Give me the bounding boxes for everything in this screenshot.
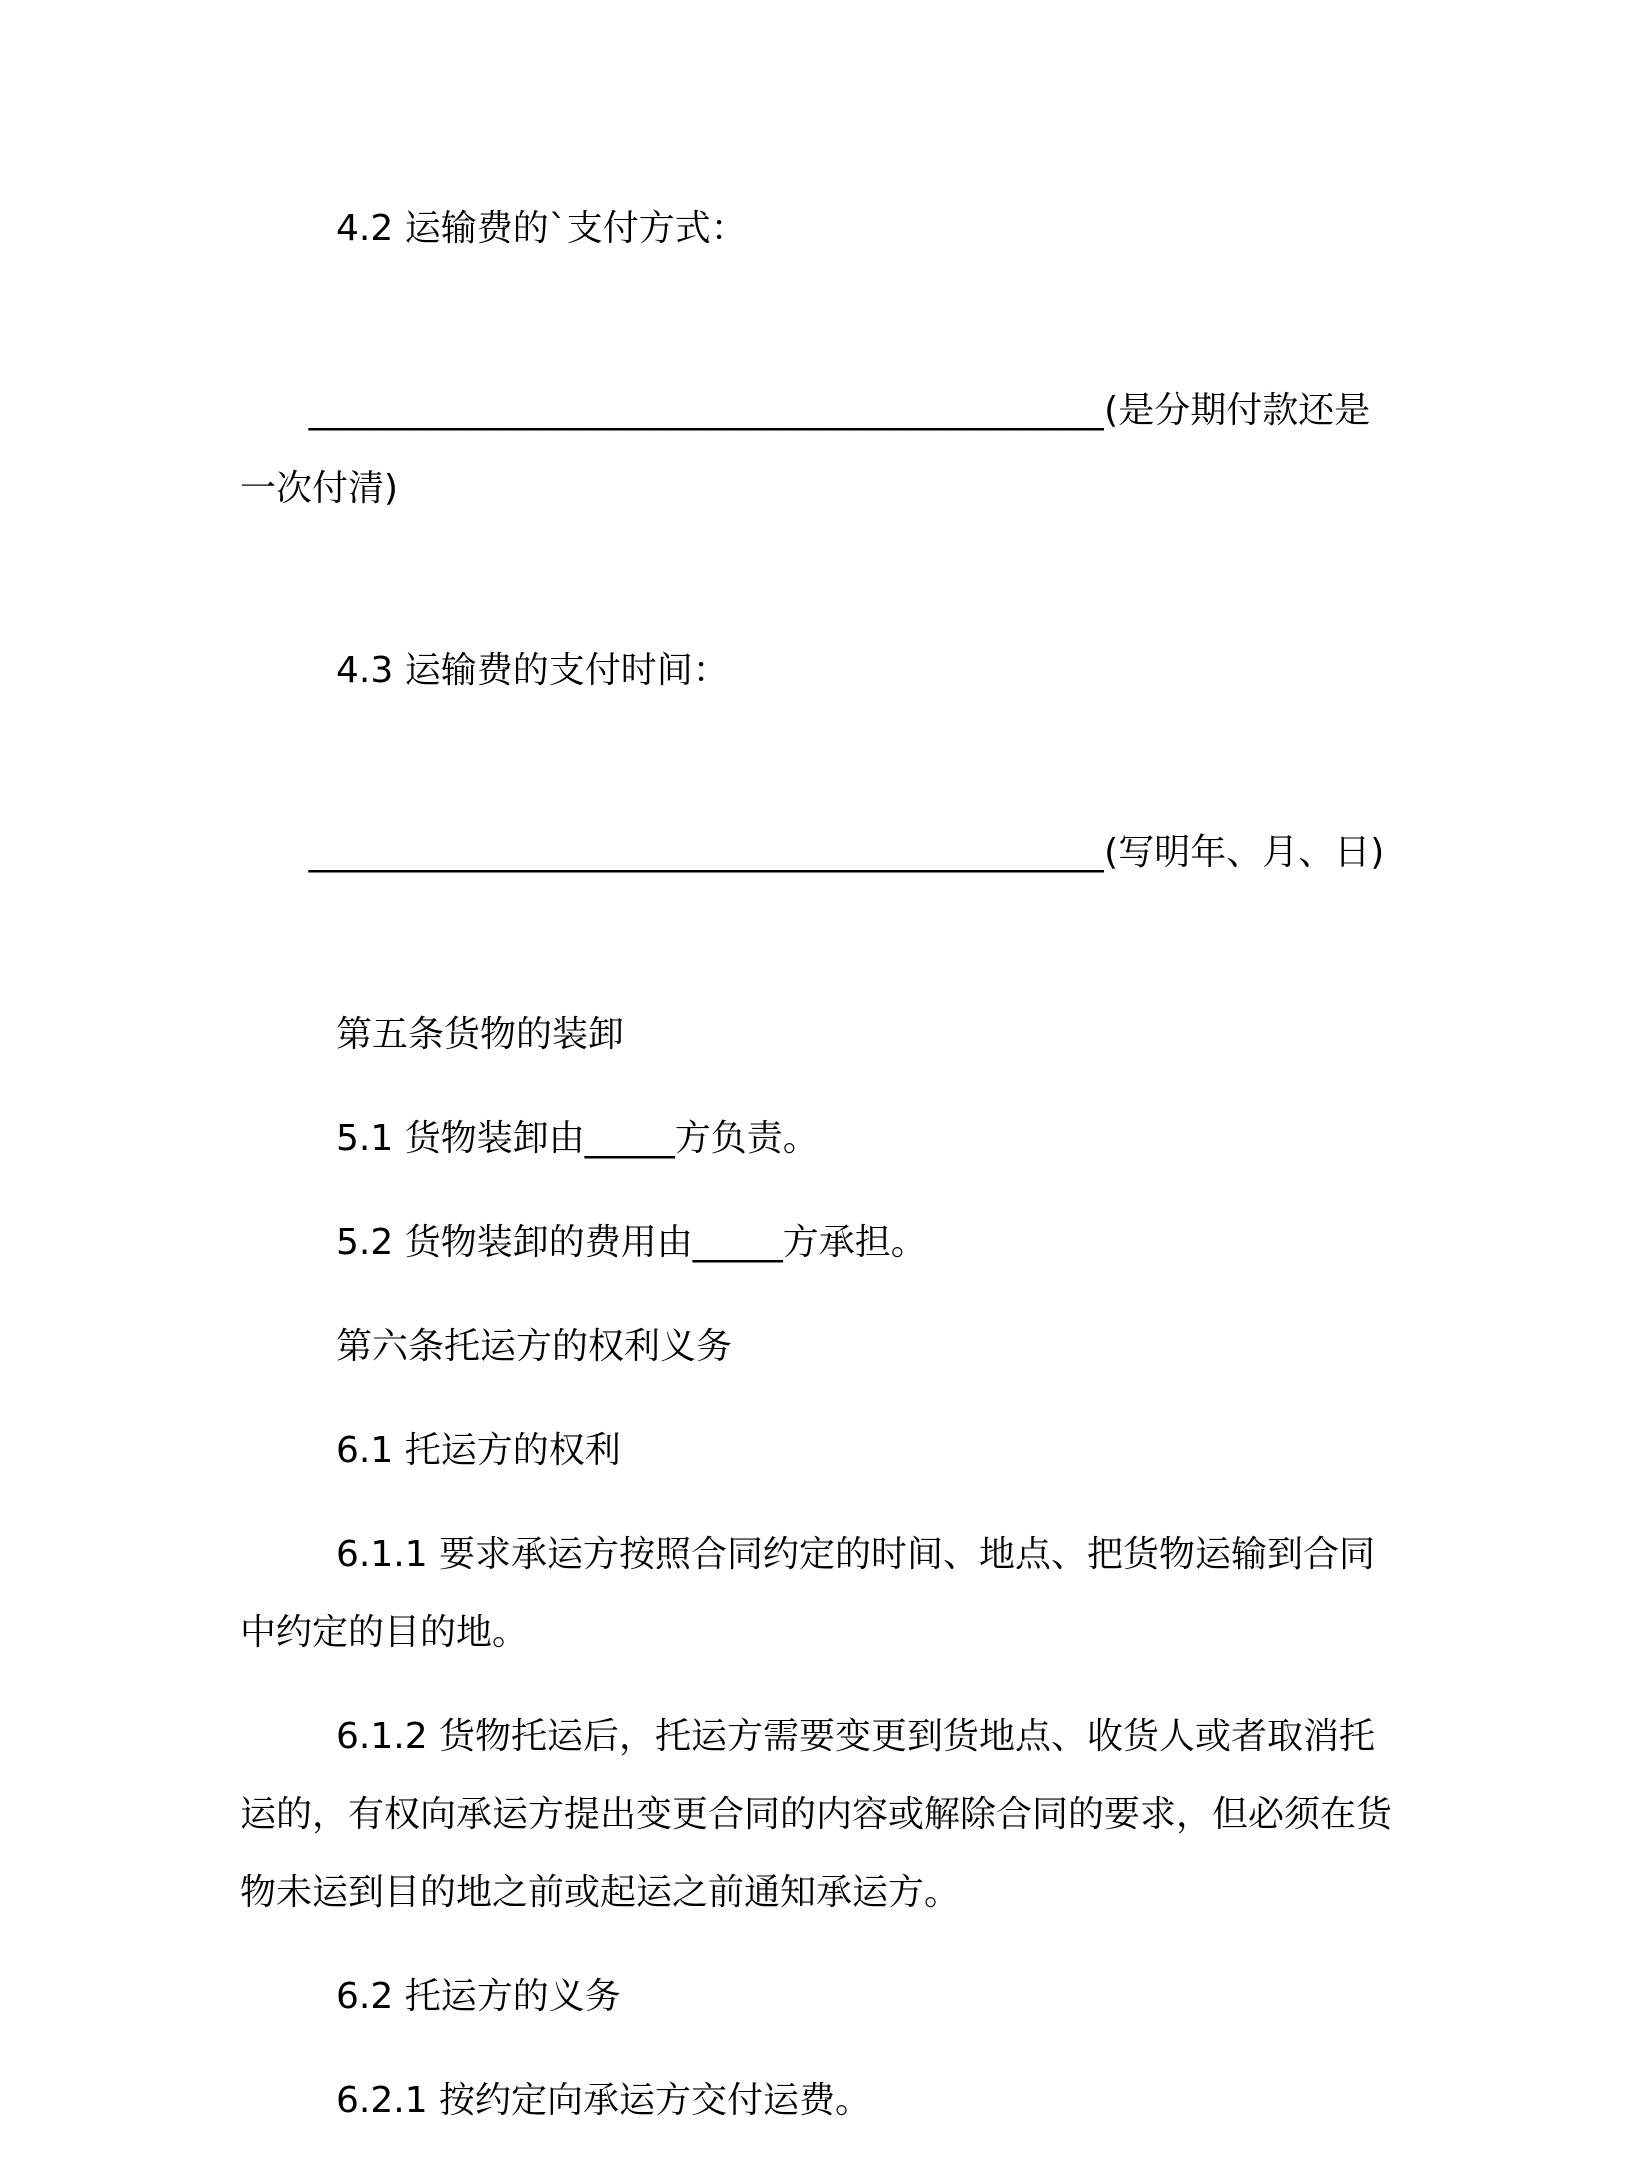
article-5-heading: 第五条货物的装卸 — [336, 1014, 625, 1055]
article-6-heading: 第六条托运方的权利义务 — [336, 1326, 733, 1367]
clause-6-2-1: 6.2.1 按约定向承运方交付运费。 — [336, 2080, 872, 2121]
fill-blank: ___________________________________________ — [308, 832, 1105, 873]
clause-5-2: 5.2 货物装卸的费用由_____方承担。 — [336, 1222, 927, 1263]
clause-4-2-fill-line — [240, 294, 1392, 606]
clause-6-1-2: 6.1.2 货物托运后，托运方需要变更到货地点、收货人或者取消托运的，有权向承运方提出变更合同的内容或解除合同的要求，但必须在货物未运到目的地之前或起运之前通知承运方。 — [240, 1716, 1393, 1913]
document-body — [240, 190, 1392, 2166]
clause-4-3-fill-line — [240, 736, 1392, 970]
clause-4-3-label: 4.3 运输费的支付时间： — [336, 650, 729, 691]
clause-4-2-label: 4.2 运输费的`支付方式： — [336, 208, 747, 249]
clause-6-2: 6.2 托运方的义务 — [336, 1976, 621, 2017]
fill-note: (写明年、月、日) — [1104, 832, 1385, 873]
clause-6-1-1: 6.1.1 要求承运方按照合同约定的时间、地点、把货物运输到合同中约定的目的地。 — [240, 1534, 1376, 1653]
fill-note: (是分期付款还是一次付清) — [240, 390, 1371, 509]
fill-blank: ___________________________________________ — [308, 390, 1105, 431]
clause-5-1: 5.1 货物装卸由_____方负责。 — [336, 1118, 819, 1159]
clause-6-1: 6.1 托运方的权利 — [336, 1430, 621, 1471]
